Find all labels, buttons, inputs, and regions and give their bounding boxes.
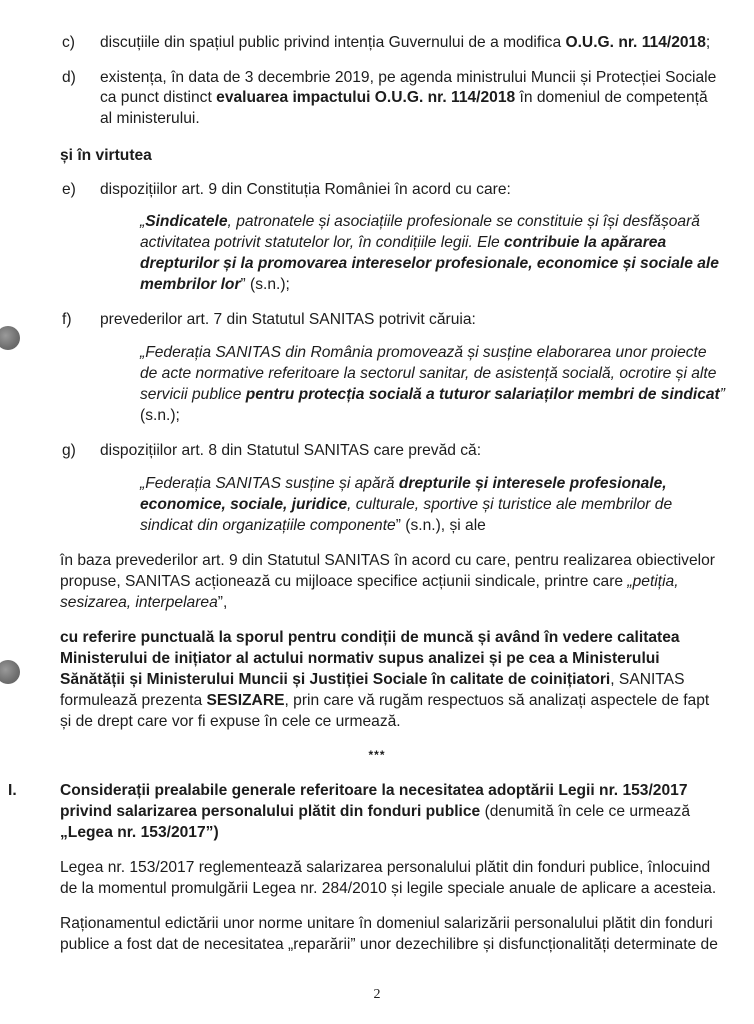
referire-line-4: formulează prezenta SESIZARE, prin care vă rugăm respectuos să analizați aspectele de fapt (60, 692, 710, 709)
section-heading-line-3: „Legea nr. 153/2017”) (60, 824, 219, 841)
quote-f-line-4: (s.n.); (140, 407, 180, 424)
punch-hole-mark (0, 326, 20, 350)
section-number: I. (8, 782, 17, 799)
item-label-f: f) (62, 311, 72, 328)
item-e-line-1: dispozițiilor art. 9 din Constituția României în acord cu care: (100, 181, 511, 198)
paragraph-2-line-2: publice a fost dat de necesitatea „reparării” unor dezechilibre și disfuncționalități determinate de (60, 936, 718, 953)
referire-line-5: și de drept care vor fi expuse în cele ce urmează. (60, 713, 401, 730)
item-label-e: e) (62, 181, 76, 198)
section-heading-line-2: privind salarizarea personalului plătit din fonduri publice (denumită în cele ce urmează (60, 803, 690, 820)
paragraph-1-line-1: Legea nr. 153/2017 reglementează salarizarea personalului plătit din fonduri publice, înlocuind (60, 859, 711, 876)
quote-f-line-2: de acte normative referitoare la sectorul sanitar, de asistență socială, ocrotire și alte (140, 365, 717, 382)
punch-hole-mark (0, 660, 20, 684)
baza-line-3: sesizarea, interpelarea”, (60, 594, 228, 611)
item-g-line-1: dispozițiilor art. 8 din Statutul SANITAS care prevăd că: (100, 442, 482, 459)
item-d-line-2: ca punct distinct evaluarea impactului O.U.G. nr. 114/2018 în domeniul de competență (100, 89, 708, 106)
referire-line-1: cu referire punctuală la sporul pentru condiții de muncă și având în vedere calitatea (60, 629, 680, 646)
quote-g-line-1: „Federația SANITAS susține și apără drepturile și interesele profesionale, (140, 475, 667, 492)
paragraph-2-line-1: Raționamentul edictării unor norme unitare în domeniul salarizării personalului plătit din fonduri (60, 915, 713, 932)
item-d-line-1: existența, în data de 3 decembrie 2019, pe agenda ministrului Muncii și Protecției Sociale (100, 69, 717, 86)
quote-f-line-3: servicii publice pentru protecția socială a tuturor salariaților membri de sindicat” (140, 386, 725, 403)
quote-e-line-2: activitatea potrivit statutelor lor, în condițiile legii. Ele contribuie la apărarea (140, 234, 667, 251)
item-label-d: d) (62, 69, 76, 86)
quote-g-line-2: economice, sociale, juridice, culturale, sportive și turistice ale membrilor de (140, 496, 673, 513)
paragraph-1-line-2: de la momentul promulgării Legea nr. 284/2010 și legile speciale anuale de aplicare a acesteia. (60, 880, 717, 897)
item-c-line-1: discuțiile din spațiul public privind intenția Guvernului de a modifica O.U.G. nr. 114/2018; (100, 34, 711, 51)
referire-line-3: Sănătății și Ministerului Muncii și Justiției Sociale în calitate de coinițiatori, SANITAS (60, 671, 685, 688)
baza-line-2: propuse, SANITAS acționează cu mijloace specifice acțiunii sindicale, printre care „petiția, (60, 573, 679, 590)
quote-f-line-1: „Federația SANITAS din România promovează și susține elaborarea unor proiecte (140, 344, 707, 361)
quote-e-line-4: membrilor lor” (s.n.); (140, 276, 290, 293)
item-label-g: g) (62, 442, 76, 459)
quote-e-line-1: „Sindicatele, patronatele și asociațiile profesionale se constituie și își desfășoară (140, 213, 700, 230)
baza-line-1: în baza prevederilor art. 9 din Statutul SANITAS în acord cu care, pentru realizarea obiectivelor (60, 552, 715, 569)
item-d-line-3: al ministerului. (100, 110, 200, 127)
item-f-line-1: prevederilor art. 7 din Statutul SANITAS potrivit căruia: (100, 311, 476, 328)
heading-virtutea: și în virtutea (60, 147, 152, 164)
section-heading-line-1: Considerații prealabile generale referitoare la necesitatea adoptării Legii nr. 153/2017 (60, 782, 688, 799)
referire-line-2: Ministerului de inițiator al actului normativ supus analizei și pe cea a Ministerului (60, 650, 660, 667)
quote-e-line-3: drepturilor și la promovarea intereselor profesionale, economice și sociale ale (140, 255, 719, 272)
item-label-c: c) (62, 34, 75, 51)
page-number: 2 (373, 987, 381, 1002)
quote-g-line-3: sindicat din organizațiile componente” (s.n.), și ale (140, 517, 486, 534)
section-separator: *** (368, 748, 386, 762)
